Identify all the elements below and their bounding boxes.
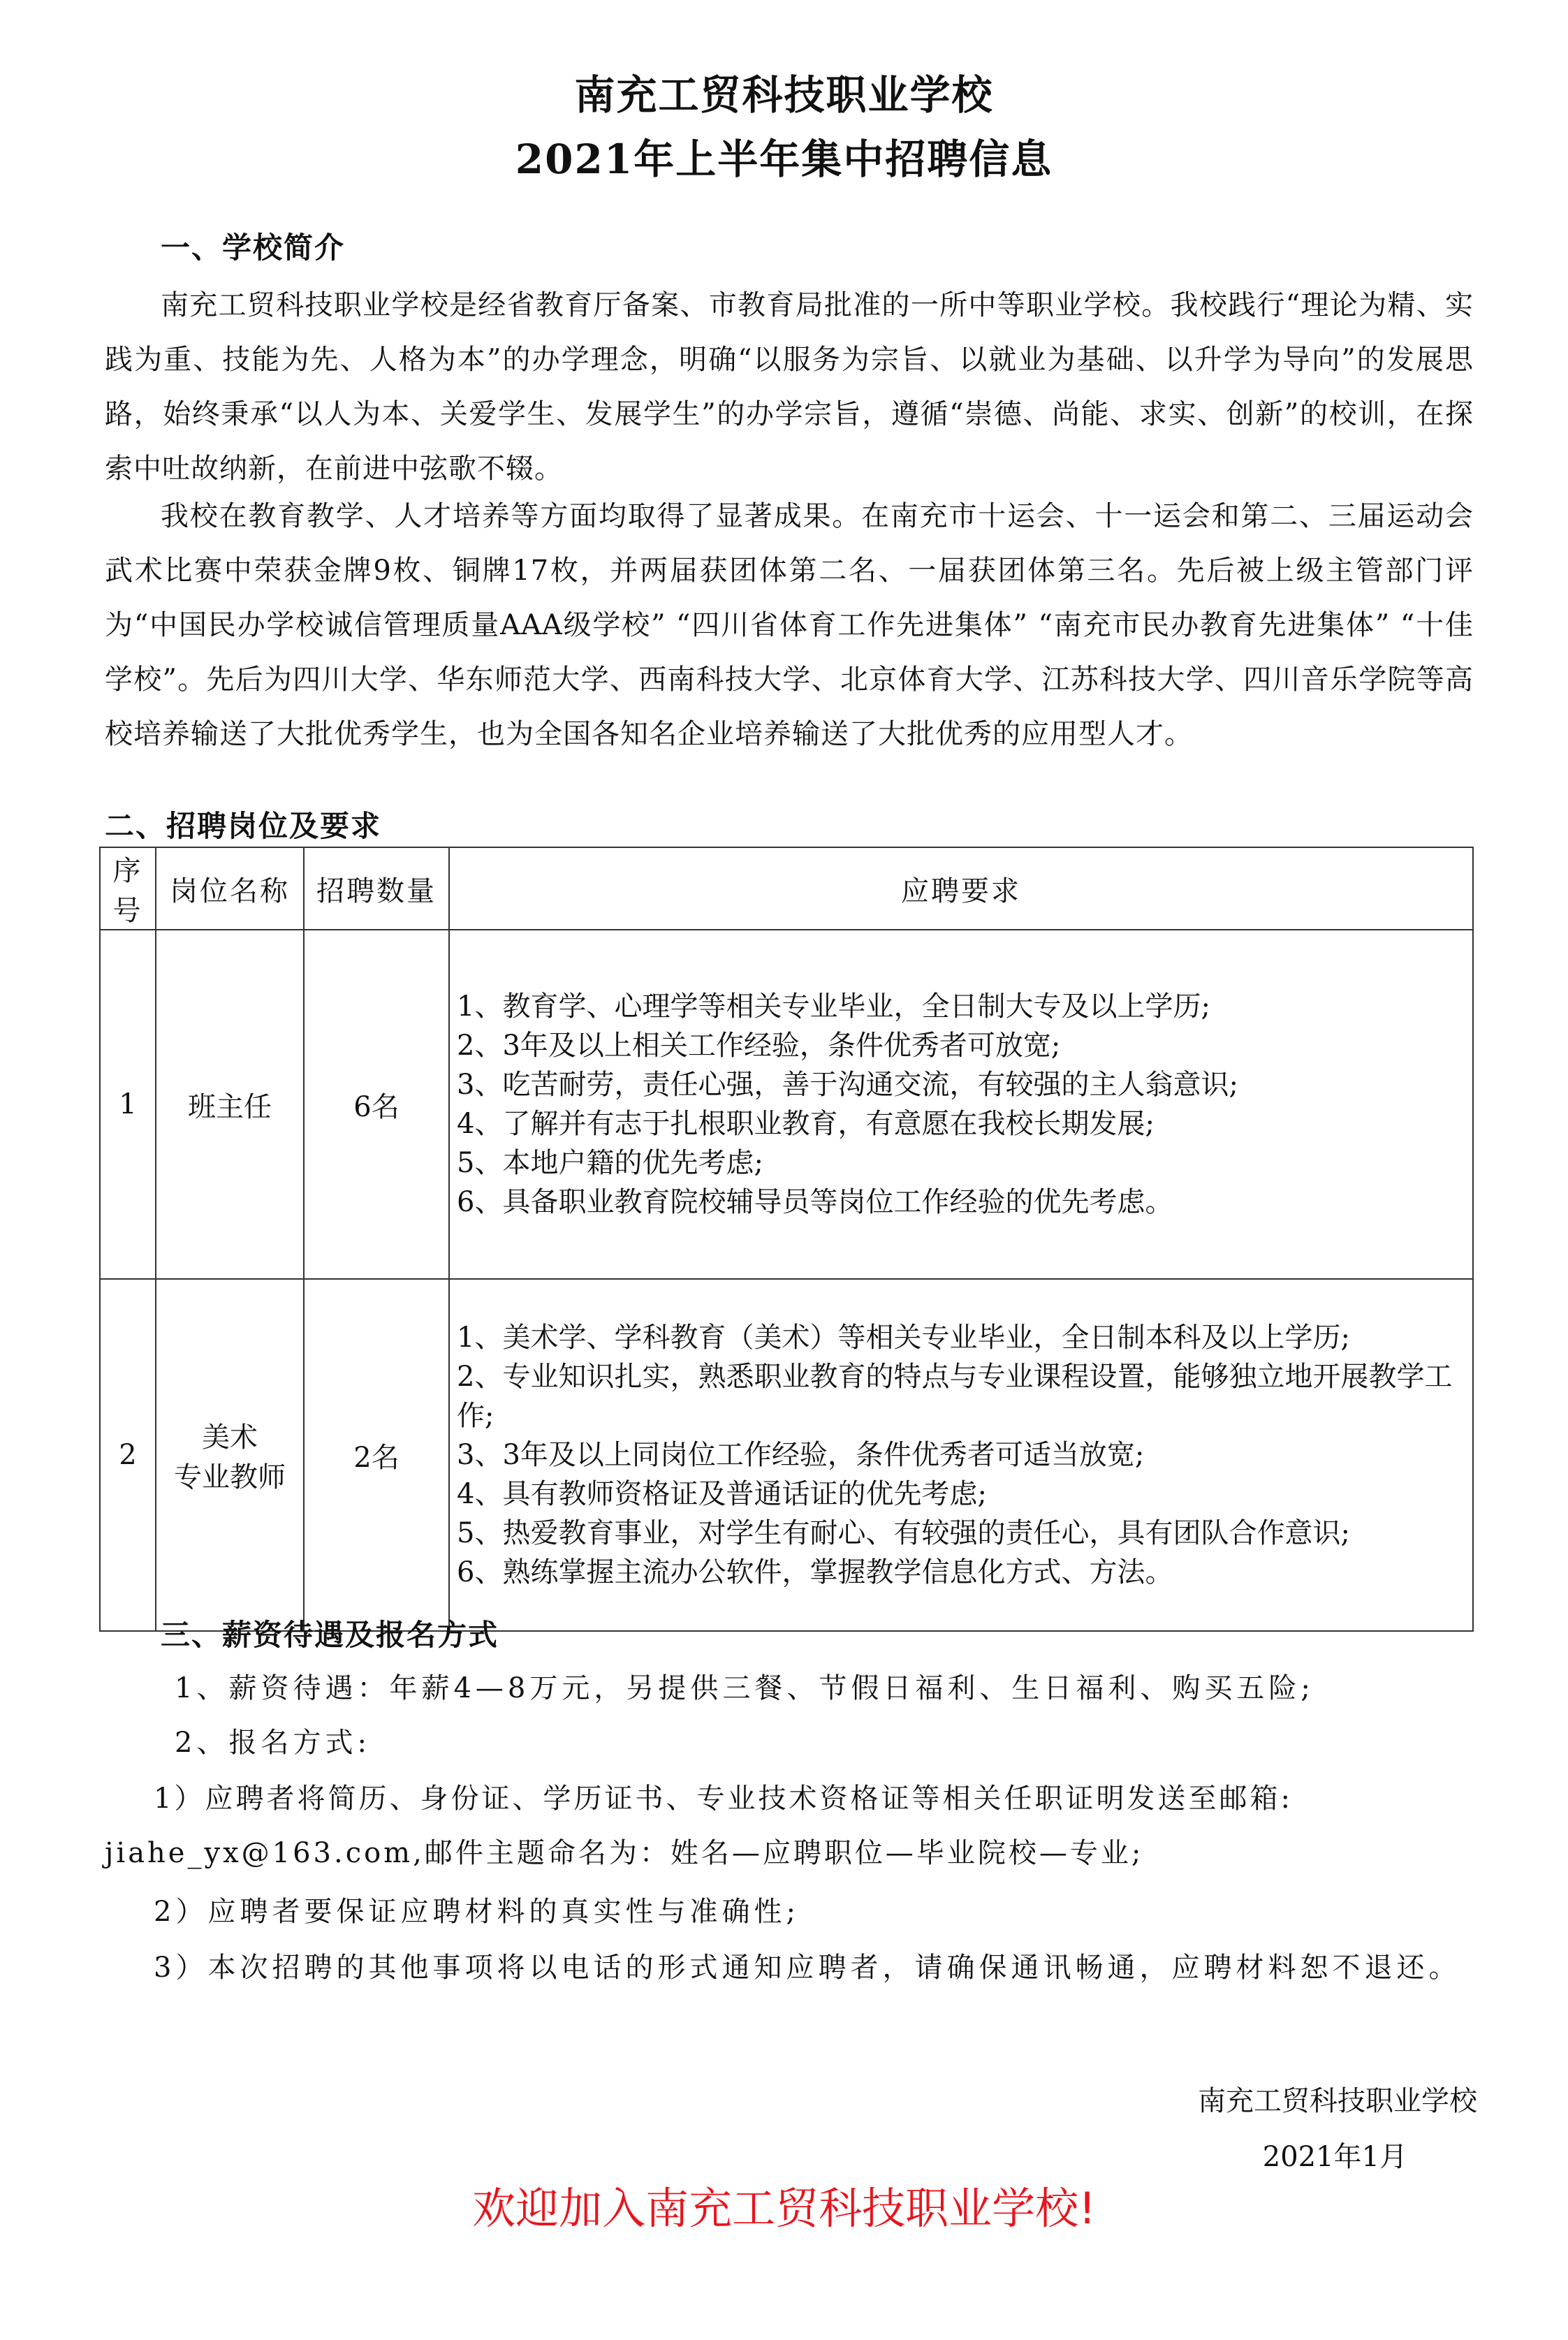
row-requirements bbox=[449, 1279, 1473, 1631]
requirement-item: 3、3年及以上同岗位工作经验，条件优秀者可适当放宽; bbox=[457, 1439, 1145, 1471]
row-requirements bbox=[449, 930, 1473, 1279]
position-line: 专业教师 bbox=[174, 1461, 286, 1493]
requirement-item: 5、本地户籍的优先考虑; bbox=[457, 1147, 763, 1179]
row-position: 班主任 bbox=[156, 930, 304, 1279]
requirement-item: 1、教育学、心理学等相关专业毕业，全日制大专及以上学历; bbox=[457, 990, 1210, 1023]
page-title: 南充工贸科技职业学校 bbox=[574, 71, 994, 119]
table-header-row bbox=[100, 847, 1473, 930]
salary-text: 1、薪资待遇：年薪4—8万元，另提供三餐、节假日福利、生日福利、购买五险; bbox=[175, 1672, 1314, 1704]
position-line: 美术 bbox=[202, 1421, 258, 1454]
signature-block bbox=[1198, 2073, 1477, 2185]
method-item-email: 1）应聘者将简历、身份证、学历证书、专业技术资格证等相关任职证明发送至邮箱: jiahe_yx@163.com,邮件主题命名为：姓名—应聘职位—毕业院校—专业; bbox=[105, 1783, 1293, 1869]
requirement-item: 1、美术学、学科教育（美术）等相关专业毕业，全日制本科及以上学历; bbox=[457, 1322, 1350, 1354]
header-count: 招聘数量 bbox=[304, 847, 449, 930]
signature-date: 2021年1月 bbox=[1262, 2141, 1407, 2173]
header-position: 岗位名称 bbox=[156, 847, 304, 930]
row-count: 6名 bbox=[304, 930, 449, 1279]
requirement-item: 4、具有教师资格证及普通话证的优先考虑; bbox=[457, 1478, 987, 1510]
title-block bbox=[0, 63, 1568, 191]
section-heading-intro: 一、学校简介 bbox=[161, 231, 346, 265]
signature-org: 南充工贸科技职业学校 bbox=[1198, 2085, 1477, 2117]
section-heading-positions: 二、招聘岗位及要求 bbox=[105, 809, 382, 843]
table-row bbox=[100, 1279, 1473, 1631]
row-no: 2 bbox=[100, 1279, 156, 1631]
requirement-item: 5、热爱教育事业，对学生有耐心、有较强的责任心，具有团队合作意识; bbox=[457, 1517, 1350, 1549]
requirement-item: 6、具备职业教育院校辅导员等岗位工作经验的优先考虑。 bbox=[457, 1186, 1173, 1218]
requirement-item: 2、3年及以上相关工作经验，条件优秀者可放宽; bbox=[457, 1030, 1061, 1062]
row-count: 2名 bbox=[304, 1279, 449, 1631]
requirement-item: 3、吃苦耐劳，责任心强，善于沟通交流，有较强的主人翁意识; bbox=[457, 1069, 1238, 1101]
method-label: 2、报名方式: bbox=[175, 1727, 371, 1759]
method-item-notice: 3）本次招聘的其他事项将以电话的形式通知应聘者，请确保通讯畅通，应聘材料恕不退还。 bbox=[154, 1952, 1461, 1984]
header-no: 序号 bbox=[100, 847, 156, 930]
positions-table bbox=[99, 847, 1474, 1632]
intro-paragraph-1: 南充工贸科技职业学校是经省教育厅备案、市教育局批准的一所中等职业学校。我校践行“理论为精、实践为重、技能为先、人格为本”的办学理念，明确“以服务为宗旨、以就业为基础、以升学为导向”的发展思路，始终秉承“以人为本、关爱学生、发展学生”的办学宗旨，遵循“崇德、尚能、求实、创新”的校训，在探索中吐故纳新，在前进中弦歌不辍。 bbox=[105, 289, 1474, 485]
header-requirements: 应聘要求 bbox=[449, 847, 1473, 930]
section-heading-salary: 三、薪资待遇及报名方式 bbox=[161, 1618, 499, 1652]
row-no: 1 bbox=[100, 930, 156, 1279]
welcome-banner: 欢迎加入南充工贸科技职业学校! bbox=[472, 2183, 1096, 2234]
requirement-item: 2、专业知识扎实，熟悉职业教育的特点与专业课程设置，能够独立地开展教学工作; bbox=[457, 1361, 1453, 1432]
page-subtitle: 2021年上半年集中招聘信息 bbox=[515, 136, 1053, 183]
method-item-authenticity: 2）应聘者要保证应聘材料的真实性与准确性; bbox=[154, 1896, 800, 1928]
requirement-item: 6、熟练掌握主流办公软件，掌握教学信息化方式、方法。 bbox=[457, 1556, 1173, 1588]
row-position bbox=[156, 1279, 304, 1631]
table-row bbox=[100, 930, 1473, 1279]
requirement-item: 4、了解并有志于扎根职业教育，有意愿在我校长期发展; bbox=[457, 1108, 1155, 1140]
intro-paragraph-2: 我校在教育教学、人才培养等方面均取得了显著成果。在南充市十运会、十一运会和第二、三届运动会武术比赛中荣获金牌9枚、铜牌17枚，并两届获团体第二名、一届获团体第三名。先后被上级主管部门评为“中国民办学校诚信管理质量AAA级学校” “四川省体育工作先进集体” “南充市民办教育先进集体” “十佳学校”。先后为四川大学、华东师范大学、西南科技大学、北京体育大学、江苏科技大学、四川音乐学院等高校培养输送了大批优秀学生，也为全国各知名企业培养输送了大批优秀的应用型人才。 bbox=[105, 500, 1474, 750]
